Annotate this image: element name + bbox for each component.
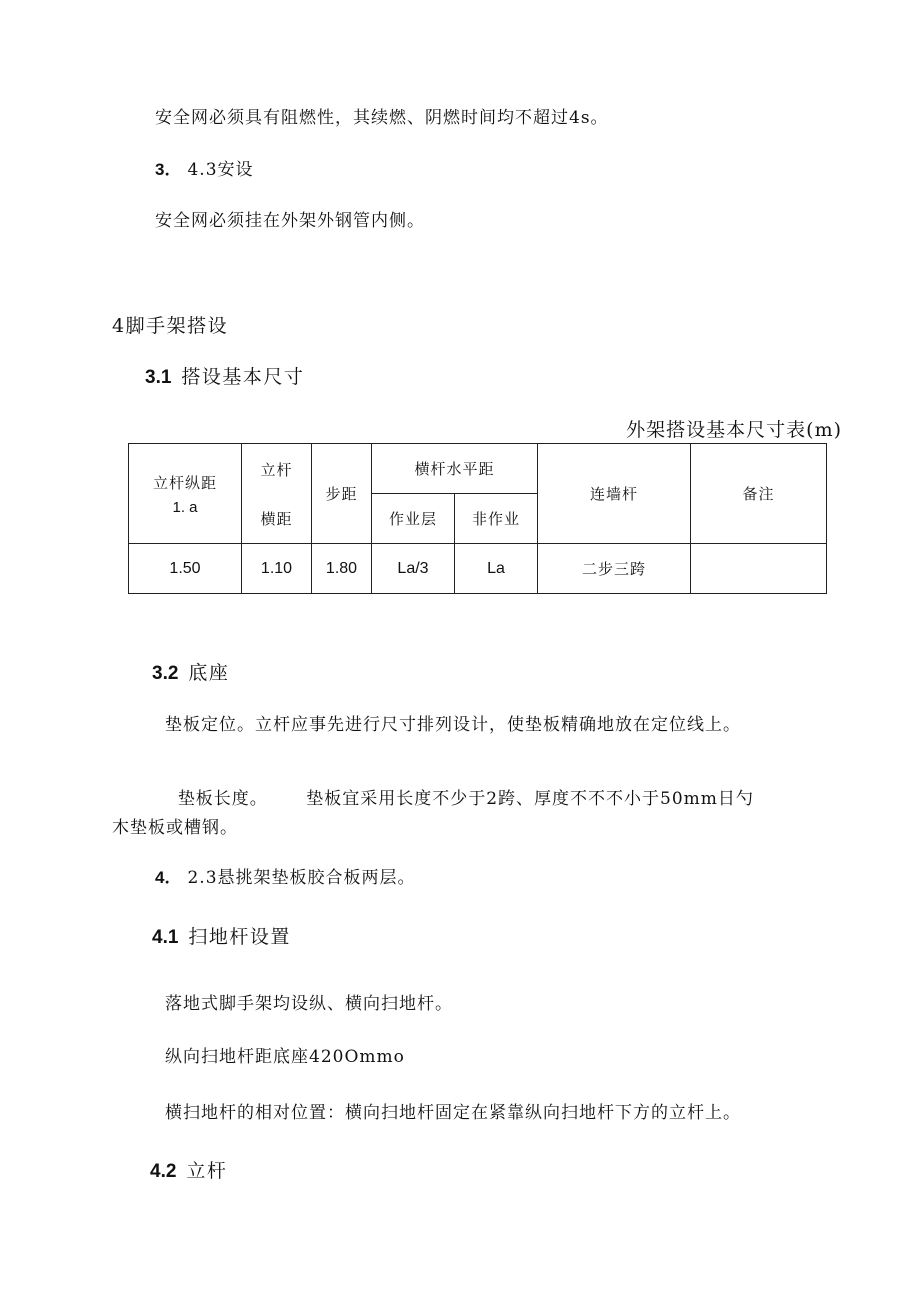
- paragraph-sweep-rods: [165, 993, 453, 1015]
- cell-step-distance: 1.80: [312, 544, 372, 594]
- cell-wall-ties: 二步三跨: [538, 544, 691, 594]
- cell-non-working-layer: La: [455, 544, 538, 594]
- section-heading-text: 4脚手架搭设: [112, 315, 229, 337]
- header-remarks: 备注: [691, 444, 827, 544]
- paragraph-pad-material: [112, 817, 238, 839]
- table-header-row: [129, 444, 827, 494]
- paragraph-flame-retardant: [155, 107, 609, 129]
- heading-text: 扫地杆设置: [188, 926, 291, 948]
- heading-4-2: [150, 1160, 227, 1183]
- cell-longitudinal-spacing: 1.50: [129, 544, 242, 594]
- dimension-table: [128, 443, 827, 594]
- paragraph-transverse-sweep-rod: [165, 1102, 741, 1124]
- header-working-layer: 作业层: [372, 494, 455, 544]
- paragraph-pad-length: [165, 766, 754, 810]
- cell-working-layer: La/3: [372, 544, 455, 594]
- table-caption: 外架搭设基本尺寸表(m): [626, 419, 842, 441]
- subheading-number: 3．: [155, 160, 182, 179]
- subheading-install: [155, 159, 254, 181]
- table-row: [129, 544, 827, 594]
- subheading-text: 2.3悬挑架垫板胶合板两层。: [187, 868, 416, 888]
- heading-text: 立杆: [186, 1160, 228, 1182]
- header-longitudinal-spacing: 立杆纵距 1. a: [129, 444, 242, 544]
- paragraph-text: 安全网必须具有阻燃性，其续燃、阴燃时间均不超过4s。: [155, 108, 609, 128]
- heading-text: 搭设基本尺寸: [181, 366, 305, 388]
- subheading-number: 4．: [155, 868, 182, 887]
- paragraph-text: 安全网必须挂在外架外钢管内侧。: [155, 211, 425, 231]
- paragraph-text: 木垫板或槽钢。: [112, 818, 238, 838]
- paragraph-text: 落地式脚手架均设纵、横向扫地杆。: [165, 994, 453, 1014]
- header-step-distance: 步距: [312, 444, 372, 544]
- paragraph-pad-positioning: [165, 714, 741, 736]
- heading-3-1: [145, 366, 304, 389]
- subheading-cantilever-pad: [155, 867, 416, 889]
- section-heading-scaffold: [112, 315, 228, 337]
- heading-4-1: [152, 926, 291, 949]
- cell-transverse-spacing: 1.10: [242, 544, 312, 594]
- paragraph-net-mounting: [155, 210, 425, 232]
- cell-remarks: [691, 544, 827, 594]
- paragraph-text: 垫板定位。立杆应事先进行尺寸排列设计，使垫板精确地放在定位线上。: [165, 715, 741, 735]
- heading-text: 底座: [188, 662, 230, 684]
- header-non-working-layer: 非作业: [455, 494, 538, 544]
- paragraph-text: 横扫地杆的相对位置：横向扫地杆固定在紧靠纵向扫地杆下方的立杆上。: [165, 1103, 741, 1123]
- subheading-text: 4.3安设: [187, 160, 254, 180]
- heading-number: 4.1: [152, 927, 179, 948]
- paragraph-text: 垫板长度。 垫板宜采用长度不少于2跨、厚度不不不小于50mm日勺: [177, 789, 754, 809]
- paragraph-text: 纵向扫地杆距底座420Ommo: [165, 1047, 405, 1067]
- header-horizontal-spacing: 横杆水平距: [372, 444, 538, 494]
- heading-3-2: [152, 662, 229, 685]
- header-wall-ties: 连墙杆: [538, 444, 691, 544]
- header-transverse-spacing: 立杆 横距: [242, 444, 312, 544]
- heading-number: 3.2: [152, 663, 179, 684]
- heading-number: 4.2: [150, 1161, 177, 1182]
- heading-number: 3.1: [145, 367, 172, 388]
- paragraph-longitudinal-sweep-rod: [165, 1046, 405, 1068]
